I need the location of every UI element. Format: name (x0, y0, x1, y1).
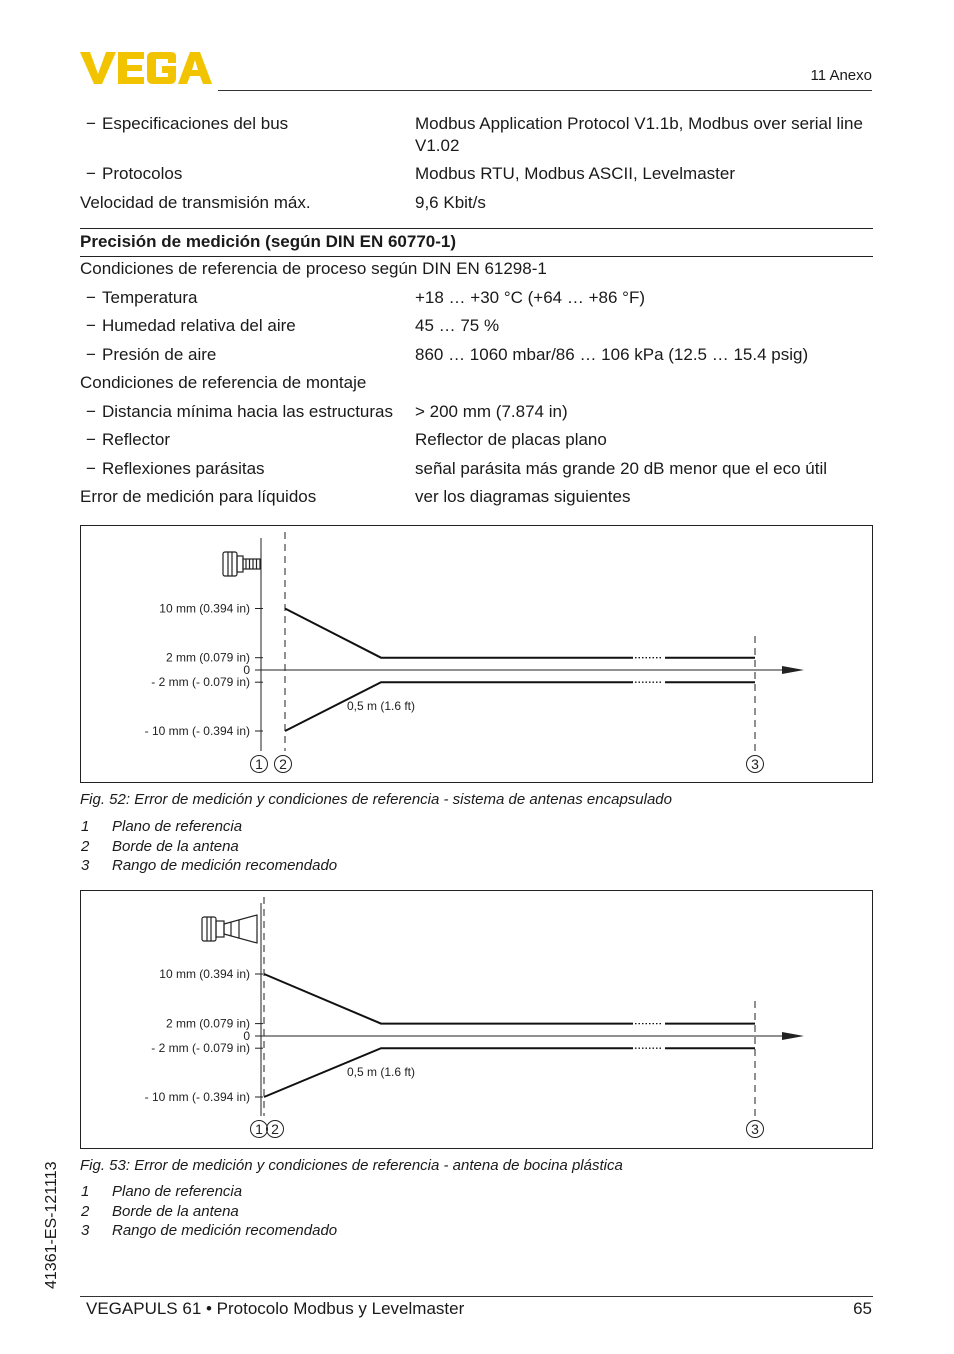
chart-svg (81, 526, 874, 784)
x-annotation-label: 0,5 m (1.6 ft) (346, 1065, 416, 1080)
section-rule-bottom (80, 256, 873, 257)
spec-value: 9,6 Kbit/s (415, 193, 486, 212)
marker-label-1: 1 (255, 1121, 263, 1137)
y-tick-label: 0 (243, 1029, 250, 1043)
spec-label: Distancia mínima hacia las estructuras (102, 402, 394, 421)
spec-value: ver los diagramas siguientes (415, 487, 631, 506)
y-tick-label: 2 mm (0.079 in) (165, 650, 250, 665)
figure-52-chart (80, 525, 873, 783)
antenna-housing (202, 917, 216, 941)
spec-value: > 200 mm (7.874 in) (415, 402, 568, 421)
spec-label: Protocolos (102, 164, 183, 183)
figure-53-chart (80, 890, 873, 1149)
y-tick-label: - 2 mm (- 0.079 in) (151, 1041, 250, 1056)
page-number: 65 (853, 1299, 872, 1318)
figure-52-caption: Fig. 52: Error de medición y condiciones de referencia - sistema de antenas encapsulado (80, 791, 672, 808)
error-line-upper (285, 609, 633, 658)
spec-label: Humedad relativa del aire (102, 316, 296, 335)
spec-value: Reflector de placas plano (415, 430, 607, 449)
y-tick-label: 10 mm (0.394 in) (159, 967, 250, 981)
y-tick-label: 0 (243, 663, 250, 677)
process-ref-label: Condiciones de referencia de proceso según DIN EN 61298-1 (80, 259, 547, 278)
marker-label-2: 2 (279, 756, 287, 772)
mount-ref-label: Condiciones de referencia de montaje (80, 373, 367, 392)
marker-label-2: 2 (271, 1121, 279, 1137)
spec-label: Reflexiones parásitas (102, 459, 265, 478)
antenna-flange (216, 921, 224, 937)
header-rule (218, 90, 872, 91)
x-axis-arrow (782, 1032, 804, 1040)
y-tick-label: - 10 mm (- 0.394 in) (144, 1090, 250, 1104)
marker-label-1: 1 (255, 756, 263, 772)
spec-label: Especificaciones del bus (102, 114, 289, 133)
accuracy-heading: Precisión de medición (según DIN EN 60770-1) (80, 232, 457, 251)
spec-value: 860 … 1060 mbar/86 … 106 kPa (12.5 … 15.4 psig) (415, 345, 809, 364)
antenna-icon (202, 915, 257, 943)
y-tick-label: - 2 mm (- 0.079 in) (151, 675, 250, 690)
chart-svg (81, 891, 874, 1150)
section-rule-top (80, 228, 873, 229)
antenna-flange (237, 556, 243, 572)
marker-label-3: 3 (751, 756, 759, 772)
footer-rule (80, 1296, 873, 1297)
figure-53-caption: Fig. 53: Error de medición y condiciones de referencia - antena de bocina plástica (80, 1157, 623, 1174)
section-label: 11 Anexo (810, 67, 872, 84)
x-annotation-label: 0,5 m (1.6 ft) (346, 699, 416, 714)
error-line-lower (264, 1048, 633, 1097)
error-line-lower (285, 682, 633, 731)
spec-label: Temperatura (102, 288, 198, 307)
y-tick-label: 2 mm (0.079 in) (165, 1016, 250, 1031)
antenna-horn (224, 915, 257, 943)
antenna-housing (223, 552, 237, 576)
x-axis-arrow (782, 666, 804, 674)
y-tick-label: 10 mm (0.394 in) (159, 601, 250, 616)
spec-label: Reflector (102, 430, 171, 449)
spec-value: Modbus RTU, Modbus ASCII, Levelmaster (415, 164, 735, 183)
vega-logo (80, 50, 212, 86)
document-number: 41361-ES-121113 (43, 1161, 60, 1289)
antenna-icon (223, 552, 260, 576)
spec-label: Presión de aire (102, 345, 217, 364)
spec-value: 45 … 75 % (415, 316, 500, 335)
marker-label-3: 3 (751, 1121, 759, 1137)
footer-title: VEGAPULS 61 • Protocolo Modbus y Levelmaster (86, 1299, 465, 1318)
spec-value: Modbus Application Protocol V1.1b, Modbus over serial line V1.02 (415, 114, 863, 155)
y-tick-label: - 10 mm (- 0.394 in) (144, 724, 250, 738)
error-line-upper (264, 974, 633, 1024)
spec-label: Error de medición para líquidos (80, 487, 317, 506)
spec-label: Velocidad de transmisión máx. (80, 193, 311, 212)
spec-value: +18 … +30 °C (+64 … +86 °F) (415, 288, 645, 307)
spec-value: señal parásita más grande 20 dB menor que el eco útil (415, 459, 828, 478)
